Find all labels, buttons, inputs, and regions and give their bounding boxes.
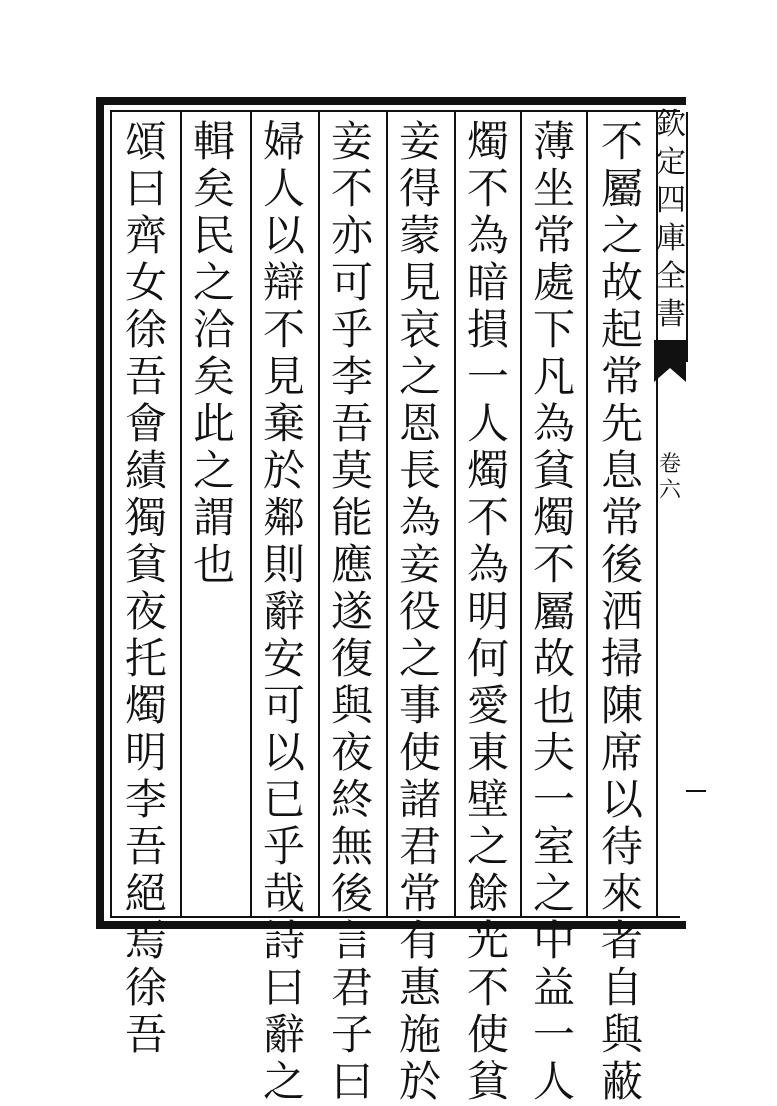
book-title bbox=[656, 106, 686, 334]
character: 亦 bbox=[330, 211, 373, 260]
character: 以 bbox=[600, 775, 643, 824]
character: 役 bbox=[398, 587, 441, 636]
character: 之 bbox=[192, 446, 235, 495]
character: 之 bbox=[600, 211, 643, 260]
character: 詩 bbox=[262, 916, 305, 965]
character: 遂 bbox=[330, 587, 373, 636]
character: 辯 bbox=[262, 258, 305, 307]
character: 妾 bbox=[398, 117, 441, 166]
character: 事 bbox=[398, 681, 441, 730]
text-column-7 bbox=[188, 118, 240, 588]
character: 中 bbox=[532, 916, 575, 965]
character: 光 bbox=[466, 916, 509, 965]
character: 以 bbox=[262, 728, 305, 777]
character: 夫 bbox=[532, 728, 575, 777]
margin-rule bbox=[686, 112, 688, 362]
character: 東 bbox=[466, 728, 509, 777]
character: 辭 bbox=[262, 587, 305, 636]
character: 婦 bbox=[262, 117, 305, 166]
character: 屬 bbox=[532, 587, 575, 636]
character: 乎 bbox=[330, 305, 373, 354]
character: 無 bbox=[330, 822, 373, 871]
character: 乎 bbox=[262, 822, 305, 871]
character: 與 bbox=[330, 681, 373, 730]
character: 庫 bbox=[656, 221, 686, 256]
character: 席 bbox=[600, 728, 643, 777]
character: 君 bbox=[330, 963, 373, 1012]
character: 績 bbox=[124, 446, 167, 495]
character: 獨 bbox=[124, 493, 167, 542]
character: 不 bbox=[532, 540, 575, 589]
character: 明 bbox=[124, 728, 167, 777]
character: 卷 bbox=[658, 452, 681, 477]
character: 民 bbox=[192, 211, 235, 260]
fish-tail-mark bbox=[654, 340, 686, 368]
character: 壁 bbox=[466, 775, 509, 824]
character: 人 bbox=[262, 164, 305, 213]
character: 女 bbox=[124, 258, 167, 307]
character: 不 bbox=[466, 493, 509, 542]
character: 之 bbox=[532, 869, 575, 918]
character: 蒙 bbox=[398, 211, 441, 260]
character: 於 bbox=[398, 1057, 441, 1106]
column-rule bbox=[454, 112, 456, 916]
column-rule bbox=[586, 112, 588, 916]
character: 言 bbox=[330, 916, 373, 965]
character: 會 bbox=[124, 399, 167, 448]
character: 見 bbox=[398, 258, 441, 307]
character: 徐 bbox=[124, 963, 167, 1012]
column-rule bbox=[386, 112, 388, 916]
margin-tick bbox=[686, 790, 706, 792]
character: 室 bbox=[532, 822, 575, 871]
character: 屬 bbox=[600, 164, 643, 213]
character: 燭 bbox=[466, 117, 509, 166]
character: 夜 bbox=[330, 728, 373, 777]
character: 也 bbox=[532, 681, 575, 730]
character: 後 bbox=[330, 869, 373, 918]
character: 絕 bbox=[124, 869, 167, 918]
character: 可 bbox=[262, 681, 305, 730]
character: 先 bbox=[600, 399, 643, 448]
character: 惠 bbox=[398, 963, 441, 1012]
character: 息 bbox=[600, 446, 643, 495]
character: 貧 bbox=[466, 1057, 509, 1106]
character: 貧 bbox=[124, 540, 167, 589]
character: 來 bbox=[600, 869, 643, 918]
character: 薄 bbox=[532, 117, 575, 166]
character: 可 bbox=[330, 258, 373, 307]
character: 齊 bbox=[124, 211, 167, 260]
column-rule bbox=[520, 112, 522, 916]
character: 一 bbox=[532, 1010, 575, 1059]
character: 已 bbox=[262, 775, 305, 824]
character: 妾 bbox=[330, 117, 373, 166]
character: 蔽 bbox=[600, 1057, 643, 1106]
character: 妾 bbox=[398, 540, 441, 589]
character: 為 bbox=[466, 211, 509, 260]
character: 全 bbox=[656, 259, 686, 294]
character: 吾 bbox=[330, 399, 373, 448]
character: 人 bbox=[466, 399, 509, 448]
character: 此 bbox=[192, 399, 235, 448]
character: 洒 bbox=[600, 587, 643, 636]
character: 餘 bbox=[466, 869, 509, 918]
character: 燭 bbox=[532, 493, 575, 542]
character: 四 bbox=[656, 183, 686, 218]
character: 六 bbox=[658, 478, 681, 503]
character: 愛 bbox=[466, 681, 509, 730]
character: 安 bbox=[262, 634, 305, 683]
character: 辭 bbox=[262, 1010, 305, 1059]
character: 與 bbox=[600, 1010, 643, 1059]
character: 為 bbox=[532, 399, 575, 448]
character: 能 bbox=[330, 493, 373, 542]
text-column-6 bbox=[258, 118, 310, 1105]
character: 哀 bbox=[398, 305, 441, 354]
character: 欽 bbox=[656, 107, 686, 142]
character: 人 bbox=[532, 1057, 575, 1106]
character: 自 bbox=[600, 963, 643, 1012]
character: 處 bbox=[532, 258, 575, 307]
character: 於 bbox=[262, 446, 305, 495]
character: 輯 bbox=[192, 117, 235, 166]
character: 焉 bbox=[124, 916, 167, 965]
character: 吾 bbox=[124, 1010, 167, 1059]
character: 待 bbox=[600, 822, 643, 871]
character: 燭 bbox=[124, 681, 167, 730]
character: 不 bbox=[466, 963, 509, 1012]
character: 使 bbox=[398, 728, 441, 777]
character: 起 bbox=[600, 305, 643, 354]
character: 陳 bbox=[600, 681, 643, 730]
text-column-5 bbox=[326, 118, 378, 1105]
character: 頌 bbox=[124, 117, 167, 166]
character: 一 bbox=[466, 352, 509, 401]
character: 應 bbox=[330, 540, 373, 589]
character: 曰 bbox=[330, 1057, 373, 1106]
character: 之 bbox=[192, 258, 235, 307]
character: 明 bbox=[466, 587, 509, 636]
character: 書 bbox=[656, 297, 686, 332]
character: 長 bbox=[398, 446, 441, 495]
column-rule bbox=[180, 112, 182, 916]
character: 鄰 bbox=[262, 493, 305, 542]
character: 下 bbox=[532, 305, 575, 354]
character: 常 bbox=[600, 493, 643, 542]
character: 矣 bbox=[192, 352, 235, 401]
character: 施 bbox=[398, 1010, 441, 1059]
character: 則 bbox=[262, 540, 305, 589]
character: 吾 bbox=[124, 822, 167, 871]
character: 之 bbox=[466, 822, 509, 871]
text-column-4 bbox=[394, 118, 446, 1105]
character: 以 bbox=[262, 211, 305, 260]
character: 故 bbox=[600, 258, 643, 307]
character: 暗 bbox=[466, 258, 509, 307]
character: 為 bbox=[398, 493, 441, 542]
character: 矣 bbox=[192, 164, 235, 213]
character: 洽 bbox=[192, 305, 235, 354]
character: 恩 bbox=[398, 399, 441, 448]
text-column-3 bbox=[462, 118, 514, 1105]
character: 終 bbox=[330, 775, 373, 824]
character: 之 bbox=[398, 634, 441, 683]
column-rule bbox=[318, 112, 320, 916]
character: 子 bbox=[330, 1010, 373, 1059]
character: 諸 bbox=[398, 775, 441, 824]
character: 得 bbox=[398, 164, 441, 213]
character: 故 bbox=[532, 634, 575, 683]
character: 不 bbox=[600, 117, 643, 166]
character: 棄 bbox=[262, 399, 305, 448]
character: 之 bbox=[262, 1057, 305, 1106]
character: 凡 bbox=[532, 352, 575, 401]
character: 之 bbox=[398, 352, 441, 401]
character: 使 bbox=[466, 1010, 509, 1059]
character: 夜 bbox=[124, 587, 167, 636]
character: 吾 bbox=[124, 352, 167, 401]
character: 一 bbox=[532, 775, 575, 824]
character: 常 bbox=[532, 211, 575, 260]
character: 李 bbox=[330, 352, 373, 401]
character: 常 bbox=[600, 352, 643, 401]
character: 損 bbox=[466, 305, 509, 354]
character: 掃 bbox=[600, 634, 643, 683]
character: 曰 bbox=[262, 963, 305, 1012]
character: 謂 bbox=[192, 493, 235, 542]
character: 燭 bbox=[466, 446, 509, 495]
character: 為 bbox=[466, 540, 509, 589]
character: 後 bbox=[600, 540, 643, 589]
column-rule bbox=[250, 112, 252, 916]
character: 定 bbox=[656, 145, 686, 180]
character: 貧 bbox=[532, 446, 575, 495]
character: 見 bbox=[262, 352, 305, 401]
volume-label bbox=[654, 452, 686, 504]
character: 有 bbox=[398, 916, 441, 965]
character: 也 bbox=[192, 540, 235, 589]
character: 君 bbox=[398, 822, 441, 871]
character: 常 bbox=[398, 869, 441, 918]
character: 益 bbox=[532, 963, 575, 1012]
character: 不 bbox=[262, 305, 305, 354]
character: 何 bbox=[466, 634, 509, 683]
text-column-8 bbox=[120, 118, 172, 1058]
character: 不 bbox=[466, 164, 509, 213]
character: 坐 bbox=[532, 164, 575, 213]
character: 不 bbox=[330, 164, 373, 213]
character: 莫 bbox=[330, 446, 373, 495]
character: 李 bbox=[124, 775, 167, 824]
character: 哉 bbox=[262, 869, 305, 918]
text-column-1 bbox=[596, 118, 648, 1105]
character: 徐 bbox=[124, 305, 167, 354]
text-column-2 bbox=[528, 118, 580, 1105]
character: 者 bbox=[600, 916, 643, 965]
character: 復 bbox=[330, 634, 373, 683]
character: 曰 bbox=[124, 164, 167, 213]
character: 托 bbox=[124, 634, 167, 683]
